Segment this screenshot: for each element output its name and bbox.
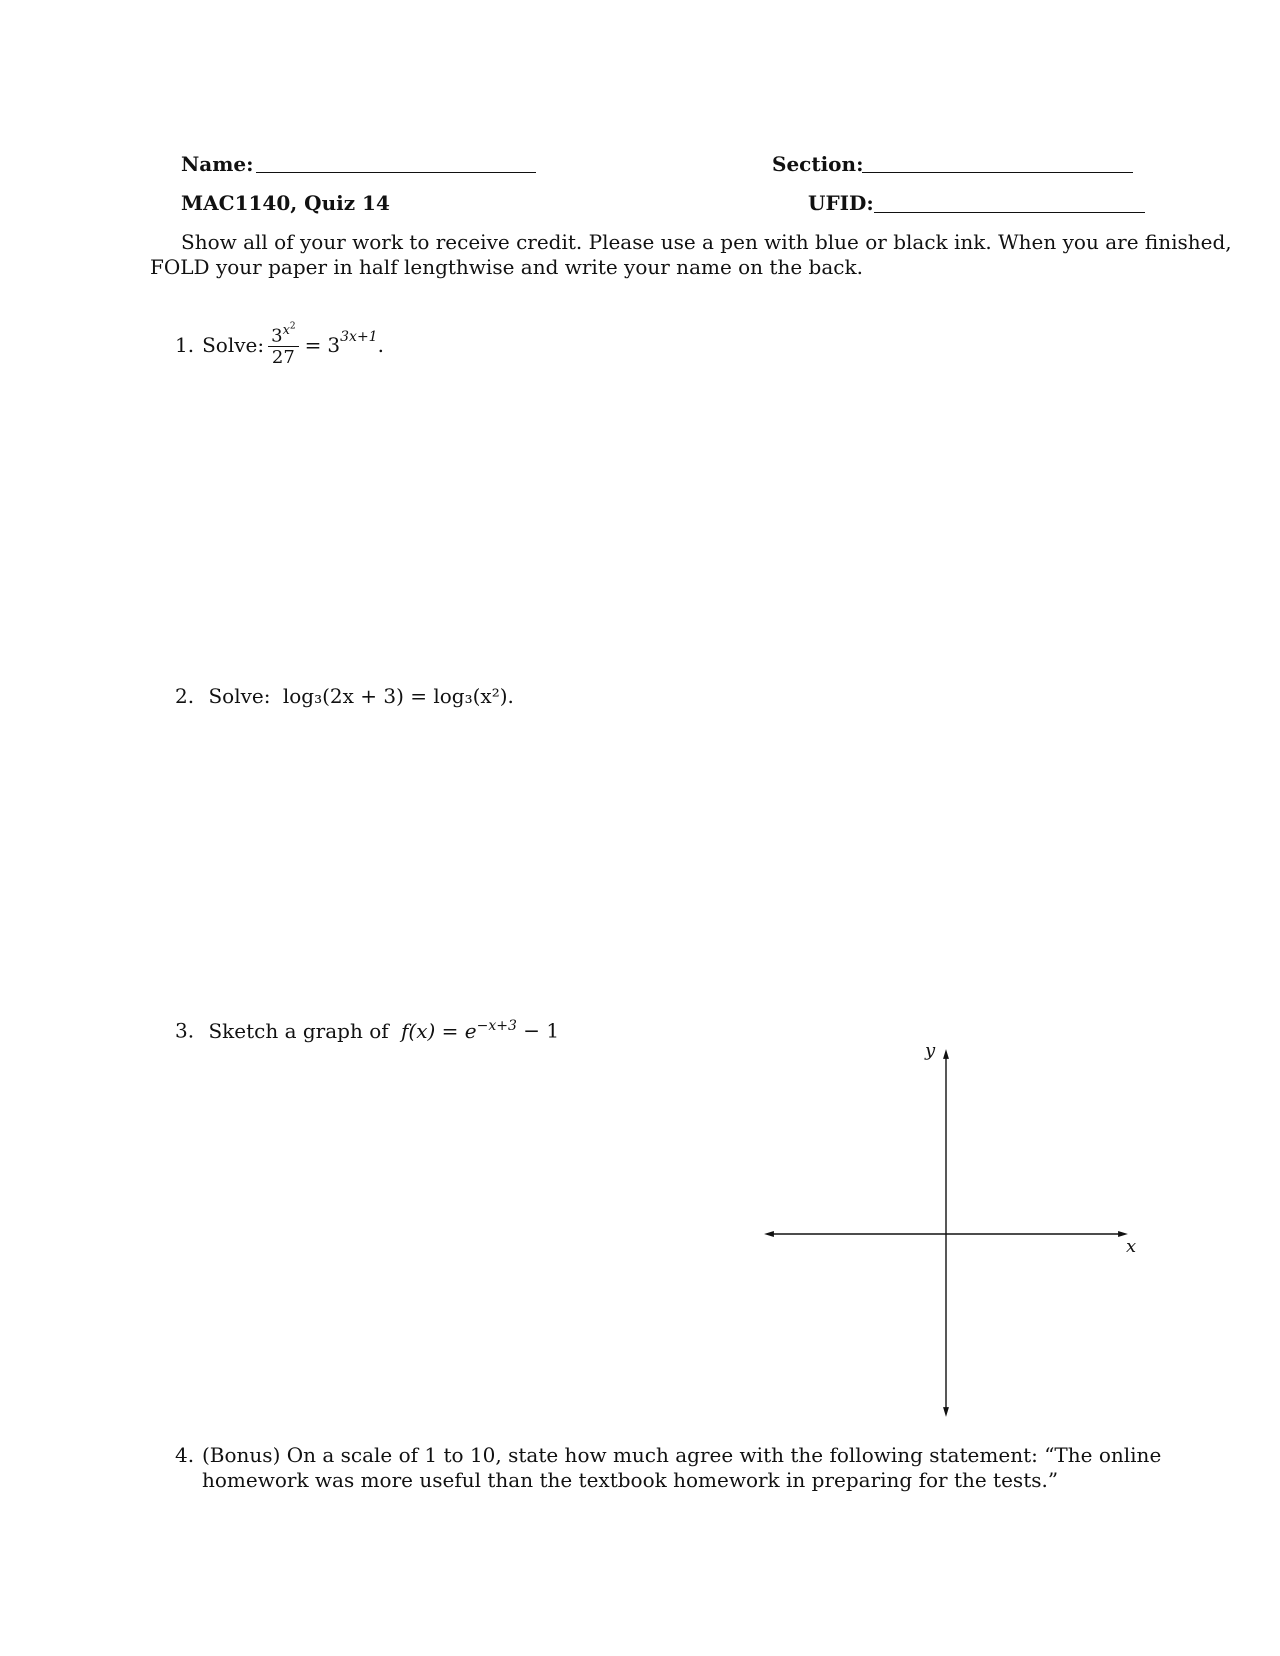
q1-rhs-exp: 3x+1 (340, 329, 378, 346)
question-1 (175, 322, 384, 368)
instructions-line-1: Show all of your work to receive credit. Please use a pen with blue or black ink. When you are finished, (181, 230, 1232, 254)
q1-num-exp: x (282, 323, 290, 339)
question-2-number: 2. (175, 684, 195, 708)
question-4-line-1: (Bonus) On a scale of 1 to 10, state how much agree with the following statement: “The online (202, 1443, 1162, 1467)
section-blank[interactable] (862, 172, 1133, 173)
x-axis-label: x (1126, 1236, 1137, 1257)
question-1-number: 1. (175, 333, 195, 358)
q1-equals: = (304, 333, 322, 358)
question-3-function-exp: −x+3 (476, 1018, 517, 1034)
question-3 (175, 1018, 559, 1043)
question-2-equation: log₃(2x + 3) = log₃(x²). (282, 684, 514, 708)
name-blank[interactable] (256, 172, 536, 173)
question-1-prompt: Solve: (202, 333, 265, 358)
ufid-label: UFID: (808, 191, 874, 215)
q1-num-base: 3 (271, 325, 283, 347)
q1-rhs-base: 3 (327, 333, 341, 358)
q1-num-exp-sup: 2 (289, 322, 296, 332)
question-3-function-lhs: f(x) = e (401, 1018, 477, 1043)
q1-denominator: 27 (268, 346, 299, 368)
graph-axes[interactable] (760, 1040, 1140, 1420)
section-label: Section: (772, 152, 864, 176)
instructions-line-2: FOLD your paper in half lengthwise and write your name on the back. (150, 255, 863, 279)
name-label: Name: (181, 152, 254, 176)
question-3-prompt: Sketch a graph of (208, 1018, 389, 1043)
question-3-function-tail: − 1 (516, 1018, 560, 1043)
q1-end: . (377, 333, 384, 358)
question-3-number: 3. (175, 1018, 195, 1043)
ufid-blank[interactable] (874, 212, 1145, 213)
question-4-line-2: homework was more useful than the textbook homework in preparing for the tests.” (202, 1468, 1059, 1492)
question-4-number: 4. (175, 1443, 195, 1467)
y-axis-label: y (925, 1040, 936, 1061)
question-2-prompt: Solve: (208, 684, 271, 708)
question-1-fraction (268, 322, 299, 368)
course-title: MAC1140, Quiz 14 (181, 191, 390, 215)
question-2 (175, 684, 514, 708)
